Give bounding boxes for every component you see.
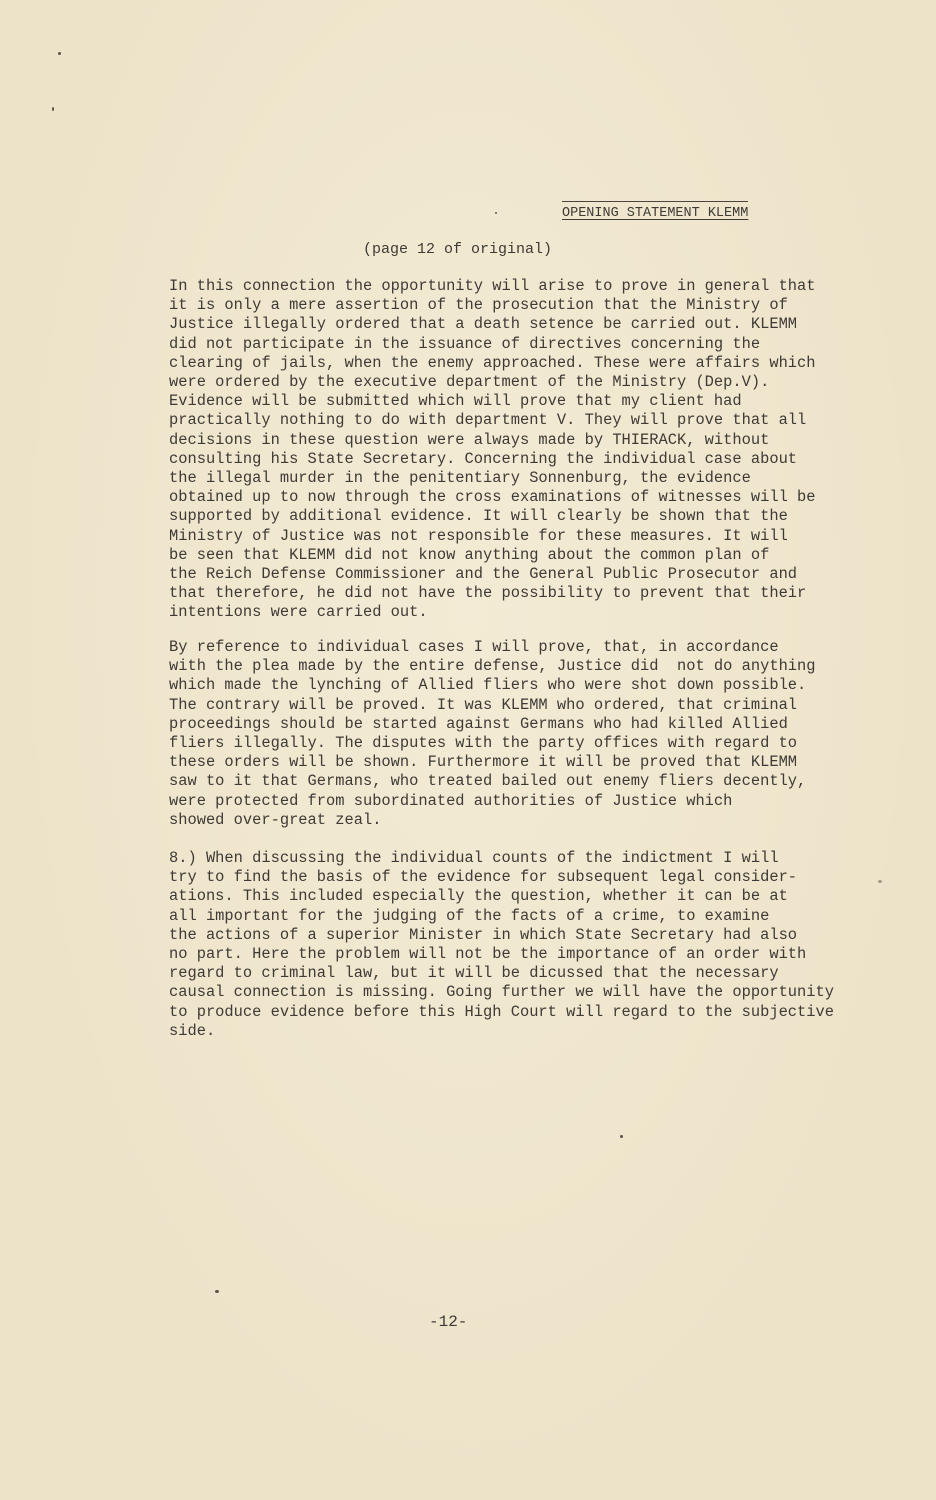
paper-speck bbox=[495, 212, 497, 214]
paper-speck bbox=[58, 52, 61, 55]
paper-speck bbox=[620, 1135, 623, 1138]
paper-speck bbox=[52, 107, 54, 111]
page-number: -12- bbox=[429, 1313, 468, 1331]
body-paragraph-3: 8.) When discussing the individual counts of the indictment I will try to find the basis of the evidence for subsequent legal consider- ations. This included especially the question, whether it can be at all important for the judging of the facts of a crime, to examine the actions of a superior Minister in which State Secretary had also no part. Here the problem will not be the importance of an order with regard to criminal law, but it will be dicussed that the necessary causal connection is missing. Going further we will have the opportunity to produce evidence before this High Court will regard to the subjective side. bbox=[169, 849, 834, 1040]
paper-speck bbox=[878, 880, 882, 883]
body-paragraph-1: In this connection the opportunity will arise to prove in general that it is only a mere assertion of the prosecution that the Ministry of Justice illegally ordered that a death setence be carried out. KLEMM did not participate in the issuance of directives concerning the clearing of jails, when the enemy approached. These were affairs which were ordered by the executive department of the Ministry (Dep.V). Evidence will be submitted which will prove that my client had practically nothing to do with department V. They will prove that all decisions in these question were always made by THIERACK, without consulting his State Secretary. Concerning the individual case about the illegal murder in the penitentiary Sonnenburg, the evidence obtained up to now through the cross examinations of witnesses will be supported by additional evidence. It will clearly be shown that the Ministry of Justice was not responsible for these measures. It will be seen that KLEMM did not know anything about the common plan of the Reich Defense Commissioner and the General Public Prosecutor and that therefore, he did not have the possibility to prevent that their intentions were carried out. bbox=[169, 277, 816, 622]
document-title: OPENING STATEMENT KLEMM bbox=[562, 201, 748, 221]
paper-speck bbox=[215, 1290, 219, 1293]
original-page-reference: (page 12 of original) bbox=[363, 241, 553, 258]
body-paragraph-2: By reference to individual cases I will prove, that, in accordance with the plea made by the entire defense, Justice did not do anything which made the lynching of Allied fliers who were shot down possible. The contrary will be proved. It was KLEMM who ordered, that criminal proceedings should be started against Germans who had killed Allied fliers illegally. The disputes with the party offices with regard to these orders will be shown. Furthermore it will be proved that KLEMM saw to it that Germans, who treated bailed out enemy fliers decently, were protected from subordinated authorities of Justice which showed over-great zeal. bbox=[169, 638, 816, 829]
